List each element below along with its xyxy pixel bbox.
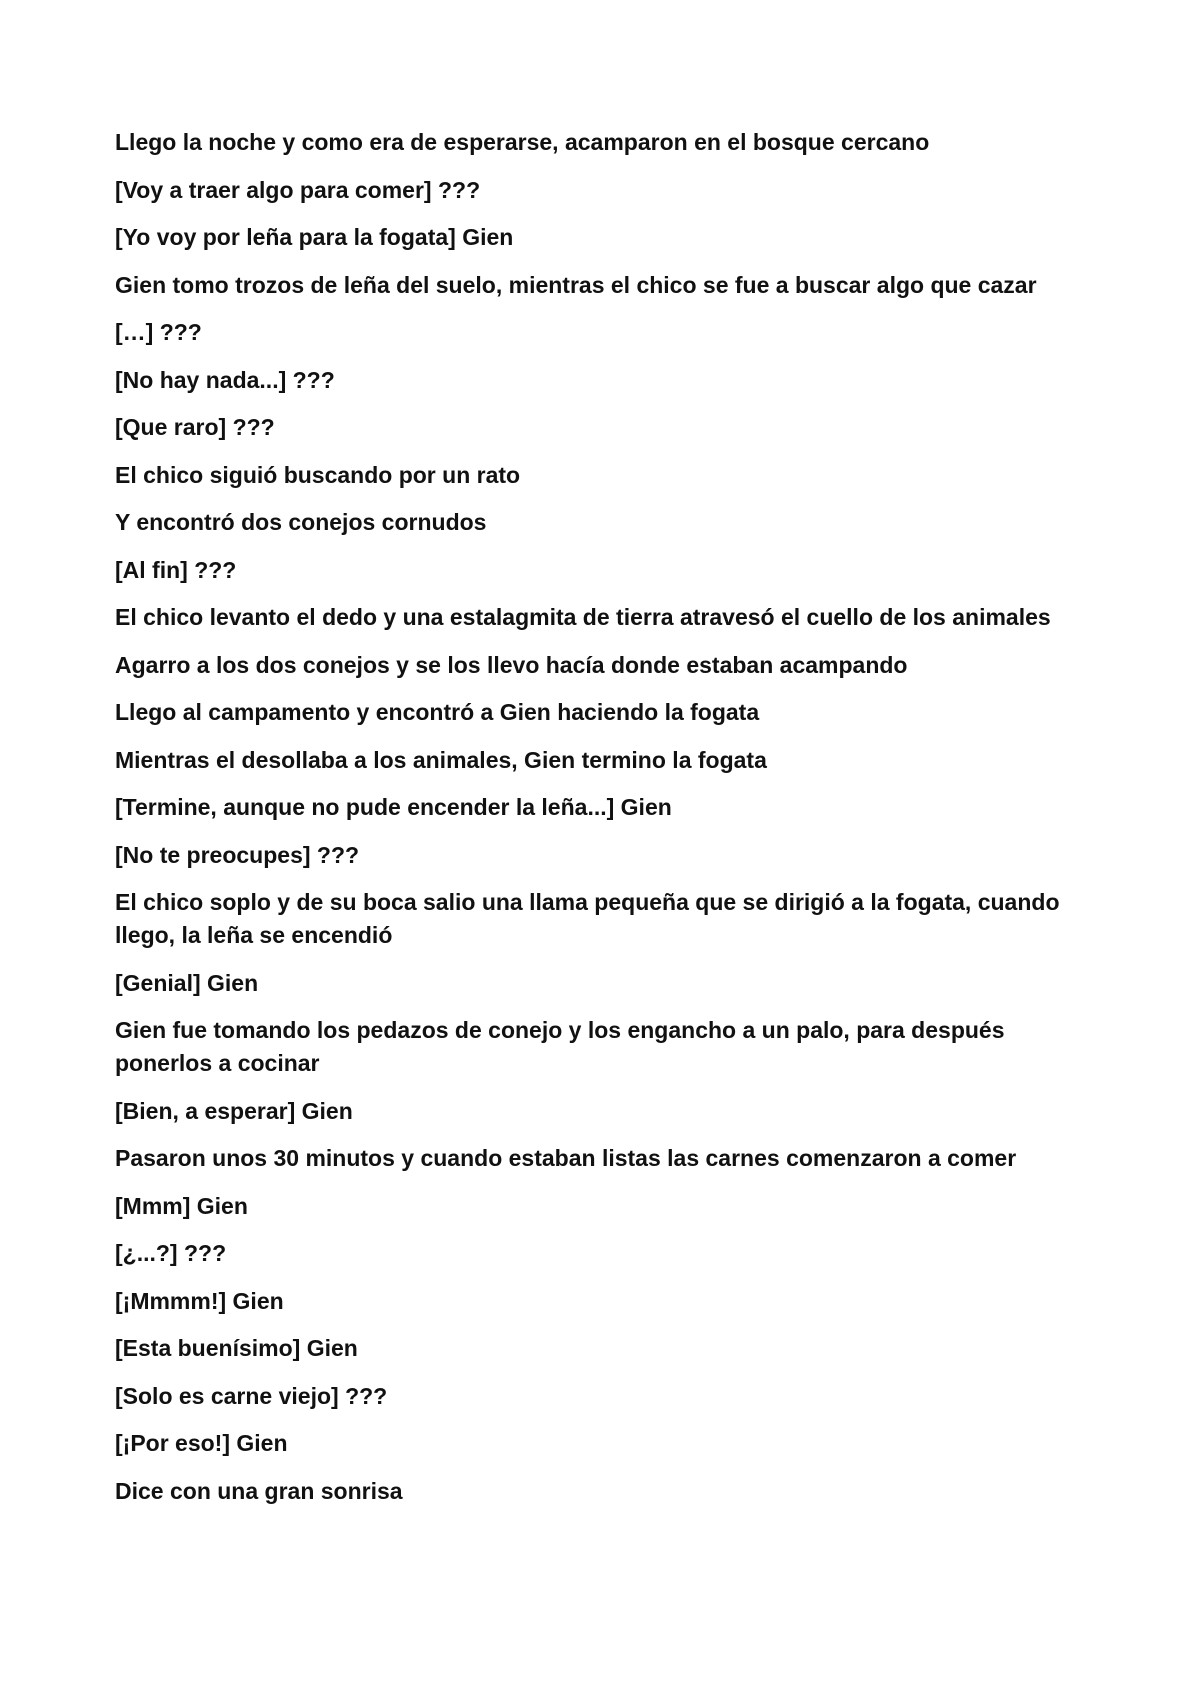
paragraph: [Al fin] ??? xyxy=(115,556,237,583)
paragraph: Llego al campamento y encontró a Gien haciendo la fogata xyxy=(115,699,760,725)
paragraph: Gien tomo trozos de leña del suelo, mientras el chico se fue a buscar algo que cazar xyxy=(115,271,1037,298)
paragraph: El chico siguió buscando por un rato xyxy=(115,461,521,488)
paragraph: [Termine, aunque no pude encender la leña...] Gien xyxy=(115,794,672,820)
paragraph: El chico levanto el dedo y una estalagmita de tierra atravesó el cuello de los animales xyxy=(115,604,1051,630)
paragraph: Gien fue tomando los pedazos de conejo y los engancho a un palo, para después ponerlos a cocinar xyxy=(115,1017,1005,1076)
paragraph: [¿...?] ??? xyxy=(115,1240,227,1266)
paragraph: [No hay nada...] ??? xyxy=(115,366,335,393)
paragraph: [Que raro] ??? xyxy=(115,414,275,440)
paragraph: Y encontró dos conejos cornudos xyxy=(115,509,487,535)
document-page xyxy=(115,126,1075,1522)
paragraph: [¡Por eso!] Gien xyxy=(115,1430,288,1456)
paragraph: [¡Mmmm!] Gien xyxy=(115,1287,284,1314)
paragraph: […] ??? xyxy=(115,319,202,345)
paragraph: [Esta buenísimo] Gien xyxy=(115,1335,358,1361)
paragraph: Llego la noche y como era de esperarse, acamparon en el bosque cercano xyxy=(115,129,930,155)
paragraph: [Bien, a esperar] Gien xyxy=(115,1097,353,1124)
paragraph: [Yo voy por leña para la fogata] Gien xyxy=(115,224,514,250)
paragraph: Pasaron unos 30 minutos y cuando estaban listas las carnes comenzaron a comer xyxy=(115,1145,1017,1171)
paragraph: [Mmm] Gien xyxy=(115,1192,248,1219)
paragraph: El chico soplo y de su boca salio una llama pequeña que se dirigió a la fogata, cuando llego, la leña se encendió xyxy=(115,889,1060,948)
paragraph: [Voy a traer algo para comer] ??? xyxy=(115,176,481,203)
paragraph: Dice con una gran sonrisa xyxy=(115,1477,403,1504)
paragraph: [No te preocupes] ??? xyxy=(115,841,360,868)
paragraph: Agarro a los dos conejos y se los llevo hacía donde estaban acampando xyxy=(115,651,908,678)
paragraph: [Solo es carne viejo] ??? xyxy=(115,1382,388,1409)
paragraph: Mientras el desollaba a los animales, Gien termino la fogata xyxy=(115,746,767,773)
paragraph: [Genial] Gien xyxy=(115,969,259,996)
